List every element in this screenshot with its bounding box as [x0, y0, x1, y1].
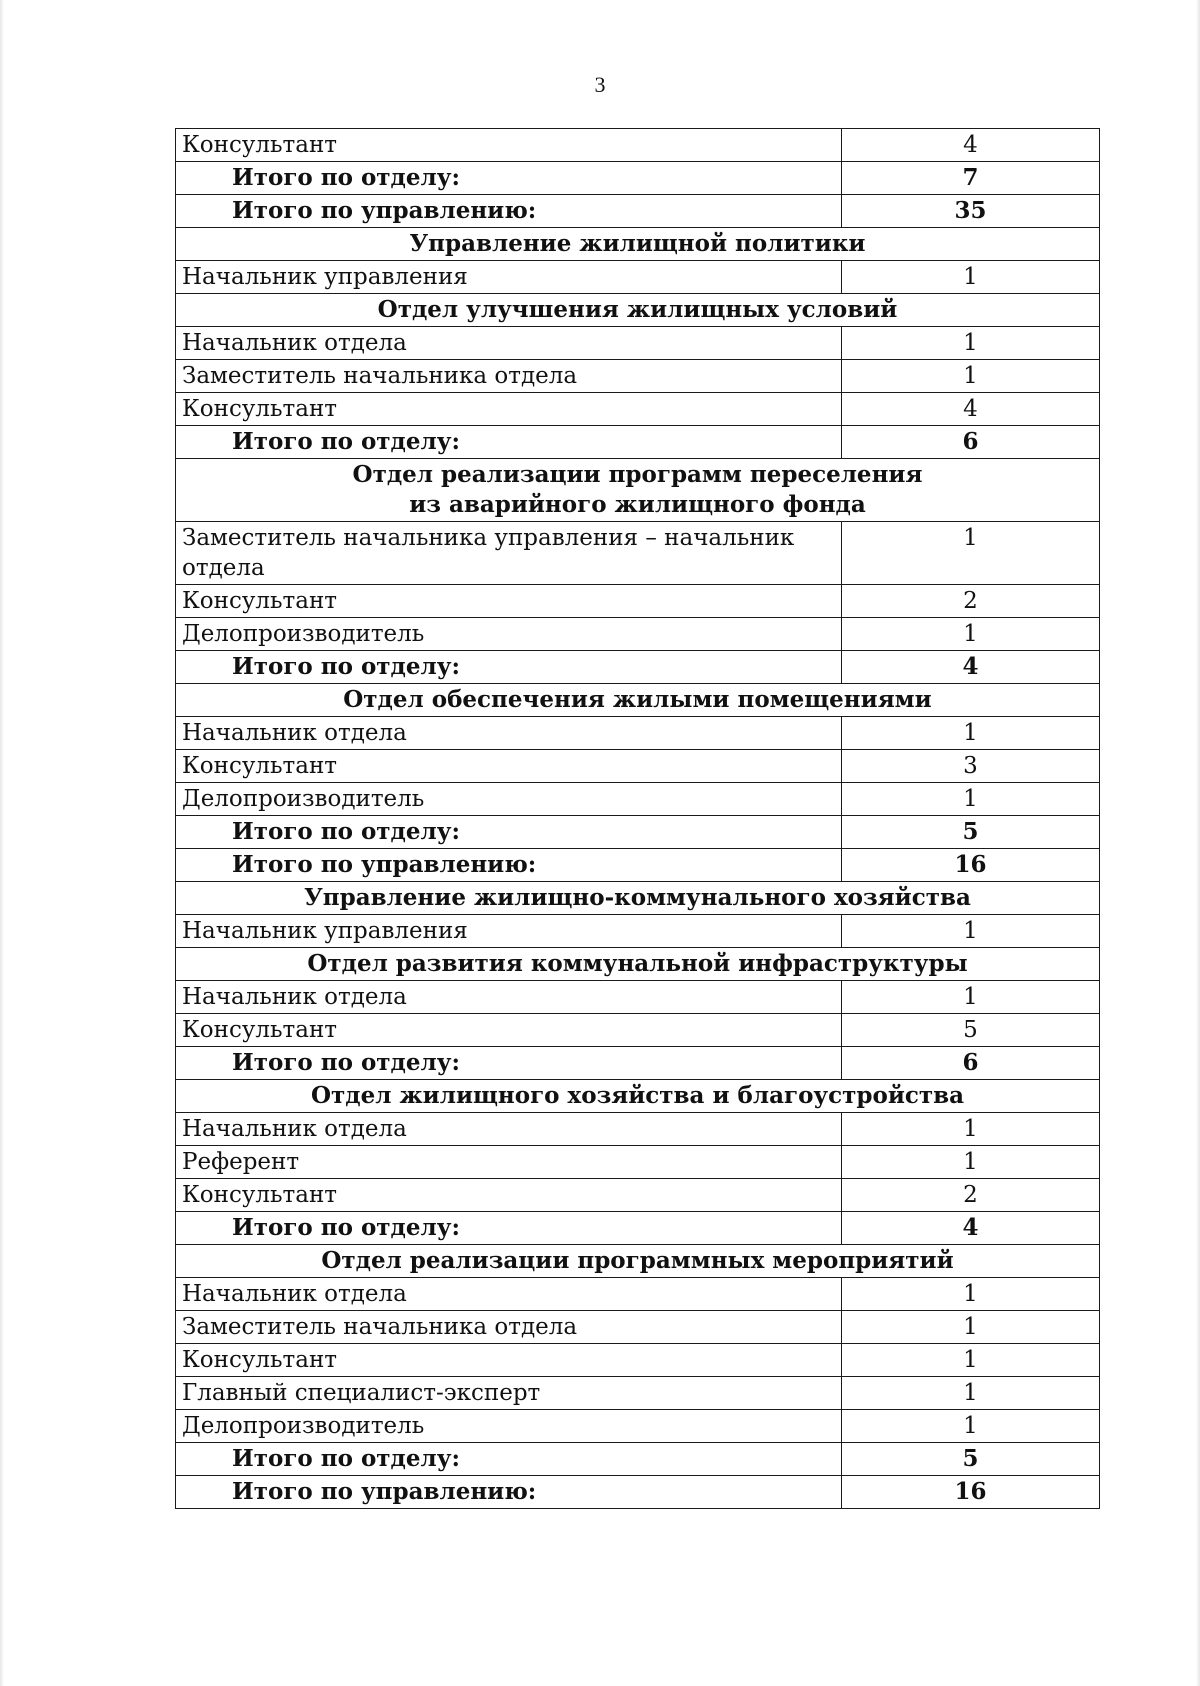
position-row: [176, 783, 1100, 816]
total-label: Итого по отделу:: [176, 1212, 842, 1245]
position-name: Консультант: [176, 129, 842, 162]
total-count: 16: [842, 849, 1100, 882]
section-header-row: [176, 1245, 1100, 1278]
section-title: Отдел обеспечения жилыми помещениями: [176, 684, 1100, 717]
position-row: [176, 1179, 1100, 1212]
total-row: [176, 849, 1100, 882]
position-count: 1: [842, 327, 1100, 360]
position-name: Делопроизводитель: [176, 1410, 842, 1443]
total-row: [176, 1476, 1100, 1509]
total-label: Итого по отделу:: [176, 426, 842, 459]
section-title: Управление жилищно-коммунального хозяйства: [176, 882, 1100, 915]
position-name: Консультант: [176, 750, 842, 783]
total-count: 4: [842, 1212, 1100, 1245]
scan-edge-right: [1196, 0, 1200, 1686]
position-row: [176, 1146, 1100, 1179]
page-number: 3: [594, 72, 606, 97]
position-row: [176, 1014, 1100, 1047]
position-count: 2: [842, 585, 1100, 618]
position-name: Делопроизводитель: [176, 783, 842, 816]
total-count: 16: [842, 1476, 1100, 1509]
position-row: [176, 717, 1100, 750]
position-row: [176, 981, 1100, 1014]
section-header-row: [176, 228, 1100, 261]
total-count: 5: [842, 816, 1100, 849]
position-count: 3: [842, 750, 1100, 783]
position-count: 1: [842, 1377, 1100, 1410]
section-header-row: [176, 882, 1100, 915]
position-count: 4: [842, 129, 1100, 162]
position-count: 1: [842, 522, 1100, 585]
position-row: [176, 1344, 1100, 1377]
total-row: [176, 1443, 1100, 1476]
section-header-row: [176, 459, 1100, 522]
position-count: 1: [842, 618, 1100, 651]
position-count: 1: [842, 261, 1100, 294]
total-label: Итого по отделу:: [176, 651, 842, 684]
position-name: Главный специалист-эксперт: [176, 1377, 842, 1410]
total-row: [176, 816, 1100, 849]
position-count: 4: [842, 393, 1100, 426]
position-count: 1: [842, 981, 1100, 1014]
total-label: Итого по управлению:: [176, 195, 842, 228]
total-row: [176, 1212, 1100, 1245]
position-name: Начальник управления: [176, 261, 842, 294]
total-label: Итого по отделу:: [176, 162, 842, 195]
position-row: [176, 327, 1100, 360]
position-count: 1: [842, 717, 1100, 750]
position-name: Консультант: [176, 393, 842, 426]
position-count: 1: [842, 783, 1100, 816]
position-name: Начальник отдела: [176, 1278, 842, 1311]
section-header-row: [176, 684, 1100, 717]
position-count: 1: [842, 915, 1100, 948]
section-title: Управление жилищной политики: [176, 228, 1100, 261]
position-count: 1: [842, 1146, 1100, 1179]
position-name: Референт: [176, 1146, 842, 1179]
scan-edge-left: [0, 0, 4, 1686]
position-name: Начальник отдела: [176, 981, 842, 1014]
position-count: 1: [842, 1410, 1100, 1443]
position-row: [176, 393, 1100, 426]
total-label: Итого по отделу:: [176, 816, 842, 849]
position-count: 1: [842, 360, 1100, 393]
total-count: 4: [842, 651, 1100, 684]
position-row: [176, 261, 1100, 294]
position-count: 1: [842, 1278, 1100, 1311]
position-name: Начальник управления: [176, 915, 842, 948]
position-name: Консультант: [176, 1179, 842, 1212]
position-name: Делопроизводитель: [176, 618, 842, 651]
position-name: Консультант: [176, 1344, 842, 1377]
position-name: Консультант: [176, 1014, 842, 1047]
total-count: 6: [842, 426, 1100, 459]
total-row: [176, 195, 1100, 228]
position-count: 5: [842, 1014, 1100, 1047]
total-label: Итого по отделу:: [176, 1443, 842, 1476]
total-count: 35: [842, 195, 1100, 228]
position-row: [176, 585, 1100, 618]
section-title: Отдел улучшения жилищных условий: [176, 294, 1100, 327]
position-name: Заместитель начальника отдела: [176, 1311, 842, 1344]
position-row: [176, 129, 1100, 162]
total-label: Итого по отделу:: [176, 1047, 842, 1080]
staff-table-body: [176, 129, 1100, 1509]
position-name: Начальник отдела: [176, 327, 842, 360]
position-count: 1: [842, 1113, 1100, 1146]
position-row: [176, 360, 1100, 393]
section-title: Отдел реализации программ переселения из аварийного жилищного фонда: [176, 459, 1100, 522]
position-name: Начальник отдела: [176, 717, 842, 750]
position-count: 2: [842, 1179, 1100, 1212]
position-row: [176, 1278, 1100, 1311]
position-row: [176, 1410, 1100, 1443]
total-row: [176, 651, 1100, 684]
position-row: [176, 915, 1100, 948]
position-name: Консультант: [176, 585, 842, 618]
position-name: Начальник отдела: [176, 1113, 842, 1146]
staff-table: [175, 128, 1100, 1509]
position-row: [176, 1311, 1100, 1344]
total-count: 7: [842, 162, 1100, 195]
total-label: Итого по управлению:: [176, 849, 842, 882]
total-count: 5: [842, 1443, 1100, 1476]
position-row: [176, 618, 1100, 651]
position-count: 1: [842, 1311, 1100, 1344]
section-header-row: [176, 948, 1100, 981]
total-row: [176, 426, 1100, 459]
total-row: [176, 162, 1100, 195]
position-row: [176, 522, 1100, 585]
section-title: Отдел развития коммунальной инфраструктуры: [176, 948, 1100, 981]
position-name: Заместитель начальника отдела: [176, 360, 842, 393]
position-row: [176, 1377, 1100, 1410]
total-label: Итого по управлению:: [176, 1476, 842, 1509]
section-header-row: [176, 1080, 1100, 1113]
position-name: Заместитель начальника управления – начальник отдела: [176, 522, 842, 585]
position-row: [176, 1113, 1100, 1146]
position-row: [176, 750, 1100, 783]
section-title: Отдел жилищного хозяйства и благоустройства: [176, 1080, 1100, 1113]
section-header-row: [176, 294, 1100, 327]
total-count: 6: [842, 1047, 1100, 1080]
section-title: Отдел реализации программных мероприятий: [176, 1245, 1100, 1278]
total-row: [176, 1047, 1100, 1080]
position-count: 1: [842, 1344, 1100, 1377]
